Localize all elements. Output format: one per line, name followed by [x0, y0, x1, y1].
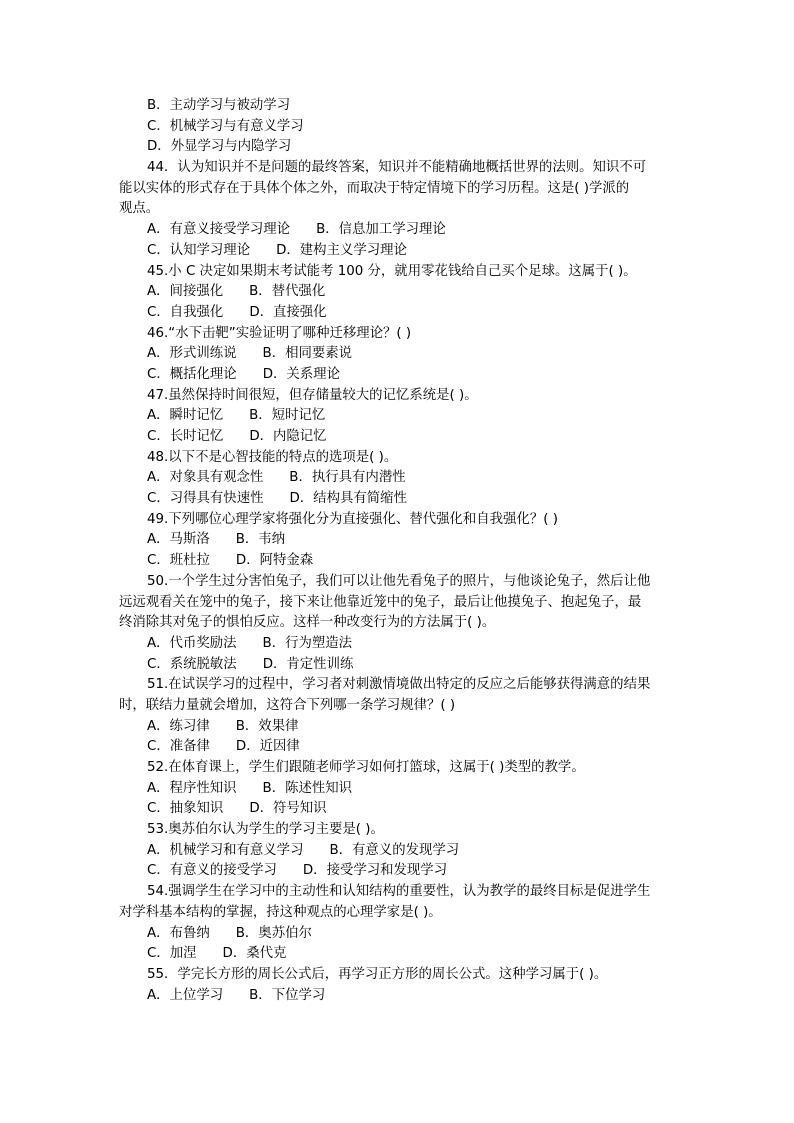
option-line [119, 220, 679, 241]
option: B．下位学习 [249, 987, 326, 1003]
option-line [119, 779, 679, 800]
option: C．抽象知识 [147, 801, 224, 817]
option: A．对象具有观念性 [147, 470, 264, 486]
option: D．符号知识 [249, 801, 327, 817]
option: B．主动学习与被动学习 [147, 98, 291, 113]
option-line [119, 634, 679, 655]
option-line [119, 551, 679, 572]
question-54-line-2: 对学科基本结构的掌握，持这种观点的心理学家是( )。 [119, 904, 442, 920]
option: D．近因律 [235, 739, 300, 755]
option: B．相同要素说 [262, 346, 353, 362]
option-line [119, 282, 679, 303]
option: C．准备律 [147, 739, 210, 755]
option-line [119, 241, 679, 262]
option-line [119, 427, 679, 448]
option-line [119, 117, 679, 138]
question-51-line-1: 51.在试误学习的过程中，学习者对刺激情境做出特定的反应之后能够获得满意的结果 [147, 677, 651, 693]
option-line [119, 841, 679, 862]
option-line [119, 986, 679, 1007]
option-line [119, 655, 679, 676]
question-48: 48.以下不是心智技能的特点的选项是( )。 [147, 449, 398, 465]
option: C．机械学习与有意义学习 [147, 118, 304, 134]
question-51-line-2: 时，联结力量就会增加，这符合下列哪一条学习规律？( ) [119, 697, 456, 713]
question-55: 55．学完长方形的周长公式后，再学习正方形的周长公式。这种学习属于( )。 [147, 966, 608, 982]
option-line [119, 344, 679, 365]
option-line [119, 924, 679, 945]
option: D．桑代克 [222, 946, 287, 962]
option: A．机械学习和有意义学习 [147, 842, 304, 858]
option: A．上位学习 [147, 987, 224, 1003]
question-53: 53.奥苏伯尔认为学生的学习主要是( )。 [147, 822, 384, 838]
option-line [119, 944, 679, 965]
option: D．肯定性训练 [262, 656, 354, 672]
option: D．结构具有简缩性 [289, 491, 407, 507]
option: C．习得具有快速性 [147, 491, 264, 507]
option: A．布鲁纳 [147, 925, 210, 941]
option: A．瞬时记忆 [147, 408, 224, 424]
option-line [119, 489, 679, 510]
option-line [119, 137, 679, 158]
option-line [119, 365, 679, 386]
option: C．概括化理论 [147, 366, 237, 382]
option: D．建构主义学习理论 [276, 242, 407, 258]
option: A．形式训练说 [147, 346, 237, 362]
option: B．行为塑造法 [262, 635, 353, 651]
option-line [119, 799, 679, 820]
option: D．直接强化 [249, 304, 327, 320]
question-54-line-1: 54.强调学生在学习中的主动性和认知结构的重要性，认为教学的最终目标是促进学生 [147, 884, 651, 900]
question-44-line-2: 能以实体的形式存在于具体个体之外，而取决于特定情境下的学习历程。这是( )学派的 [119, 180, 630, 196]
question-47: 47.虽然保持时间很短，但存储量较大的记忆系统是( )。 [147, 387, 478, 403]
option-line [119, 96, 679, 117]
option: B．信息加工学习理论 [316, 222, 446, 238]
option: A．马斯洛 [147, 532, 210, 548]
option: D．阿特金森 [235, 553, 314, 569]
option-line [119, 303, 679, 324]
option: D．外显学习与内隐学习 [147, 139, 292, 155]
option: C．班杜拉 [147, 553, 210, 569]
option-line [119, 737, 679, 758]
option-line [119, 861, 679, 882]
option: B．奥苏伯尔 [235, 925, 312, 941]
option-line [119, 530, 679, 551]
option: B．替代强化 [249, 284, 326, 300]
option: C．加涅 [147, 946, 197, 962]
question-50-line-2: 远远观看关在笼中的兔子，接下来让他靠近笼中的兔子，最后让他摸兔子、抱起兔子，最 [119, 594, 642, 610]
question-46: 46.“水下击靶”实验证明了哪种迁移理论？( ) [147, 325, 412, 341]
option: D．关系理论 [262, 366, 340, 382]
option-line [119, 717, 679, 738]
option: B．短时记忆 [249, 408, 326, 424]
option: B．韦纳 [235, 532, 286, 548]
option-line [119, 406, 679, 427]
option: D．接受学习和发现学习 [302, 863, 448, 879]
question-44-line-1: 44．认为知识并不是问题的最终答案，知识并不能精确地概括世界的法则。知识不可 [147, 160, 647, 176]
question-52: 52.在体育课上，学生们跟随老师学习如何打篮球，这属于( )类型的教学。 [147, 760, 585, 775]
option: C．长时记忆 [147, 429, 224, 444]
option: B．执行具有内潜性 [289, 470, 406, 486]
option: A．有意义接受学习理论 [147, 222, 291, 238]
option: C．有意义的接受学习 [147, 863, 277, 879]
option: A．练习律 [147, 718, 210, 734]
question-list [119, 96, 679, 1006]
option: B．陈述性知识 [262, 780, 353, 796]
option: B．有意义的发现学习 [329, 842, 460, 858]
question-50-line-3: 终消除其对兔子的惧怕反应。这样一种改变行为的方法属于( )。 [119, 615, 496, 631]
option: C．系统脱敏法 [147, 656, 237, 672]
question-49: 49.下列哪位心理学家将强化分为直接强化、替代强化和自我强化？( ) [147, 511, 558, 527]
question-44-line-3: 观点。 [119, 201, 160, 217]
question-50-line-1: 50.一个学生过分害怕兔子，我们可以让他先看兔子的照片，与他谈论兔子，然后让他 [147, 573, 651, 589]
option-line [119, 468, 679, 489]
option: A．代币奖励法 [147, 635, 237, 651]
option: C．认知学习理论 [147, 242, 251, 258]
option: D．内隐记忆 [249, 429, 327, 444]
option: C．自我强化 [147, 304, 224, 320]
option: A．程序性知识 [147, 780, 237, 796]
option: B．效果律 [235, 718, 299, 734]
question-45: 45.小 C 决定如果期末考试能考 100 分，就用零花钱给自己买个足球。这属于( )。 [147, 263, 637, 279]
option: A．间接强化 [147, 284, 224, 300]
